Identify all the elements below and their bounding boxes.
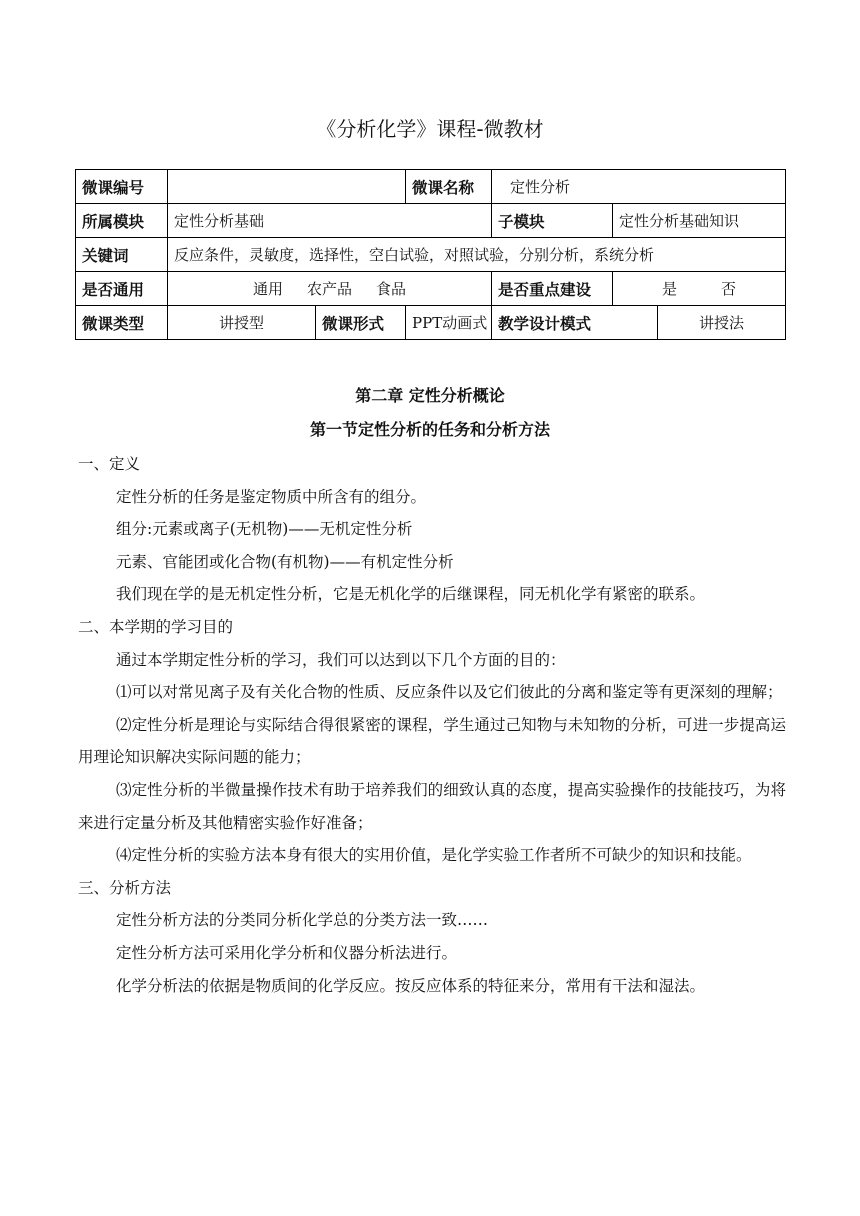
design-mode-label: 教学设计模式 — [492, 306, 658, 340]
option-yes: 是 — [662, 280, 678, 298]
keywords-value: 反应条件，灵敏度，选择性，空白试验，对照试验，分别分析，系统分析 — [168, 238, 786, 272]
chapter-heading: 第二章 定性分析概论 — [355, 386, 505, 405]
paragraph: 定性分析的任务是鉴定物质中所含有的组分。 — [116, 487, 427, 506]
micro-course-info-table — [75, 169, 786, 340]
submodule-label: 子模块 — [492, 204, 613, 238]
code-value — [168, 170, 406, 204]
table-row — [76, 306, 786, 340]
table-row — [76, 170, 786, 204]
heading-definition: 一、定义 — [78, 455, 141, 473]
module-label: 所属模块 — [76, 204, 168, 238]
document-body — [78, 448, 786, 1002]
paragraph: ⑷定性分析的实验方法本身有很大的实用价值，是化学实验工作者所不可缺少的知识和技能。 — [116, 846, 752, 865]
code-label: 微课编号 — [76, 170, 168, 204]
form-value: PPT动画式 — [406, 306, 492, 340]
table-row — [76, 272, 786, 306]
heading-learning-goals: 二、本学期的学习目的 — [78, 617, 234, 636]
table-row — [76, 204, 786, 238]
key-construction-options — [613, 272, 786, 306]
table-row — [76, 238, 786, 272]
submodule-value: 定性分析基础知识 — [613, 204, 786, 238]
section-heading: 第一节定性分析的任务和分析方法 — [309, 420, 550, 439]
paragraph: 定性分析方法的分类同分析化学总的分类方法一致…… — [116, 911, 489, 930]
paragraph: 元素、官能团或化合物(有机物)——有机定性分析 — [116, 552, 454, 571]
module-value: 定性分析基础 — [168, 204, 492, 238]
type-label: 微课类型 — [76, 306, 168, 340]
form-label: 微课形式 — [316, 306, 406, 340]
design-mode-value: 讲授法 — [658, 306, 786, 340]
type-value: 讲授型 — [168, 306, 316, 340]
paragraph: 定性分析方法可采用化学分析和仪器分析法进行。 — [116, 943, 458, 962]
option-no: 否 — [721, 280, 737, 298]
option-food: 食品 — [376, 280, 407, 298]
paragraph: ⑶定性分析的半微量操作技术有助于培养我们的细致认真的态度，提高实验操作的技能技巧，为将来进行定量分析及其他精密实验作好准备； — [78, 780, 786, 832]
paragraph: 组分:元素或离子(无机物)——无机定性分析 — [116, 520, 413, 539]
name-value: 定性分析 — [492, 170, 786, 204]
general-label: 是否通用 — [76, 272, 168, 306]
name-label: 微课名称 — [406, 170, 492, 204]
document-title: 《分析化学》课程-微教材 — [316, 117, 544, 141]
paragraph: 通过本学期定性分析的学习，我们可以达到以下几个方面的目的： — [116, 650, 566, 669]
keywords-label: 关键词 — [76, 238, 168, 272]
option-agricultural: 农产品 — [307, 280, 353, 298]
paragraph: ⑴可以对常见离子及有关化合物的性质、反应条件以及它们彼此的分离和鉴定等有更深刻的理解； — [116, 683, 783, 702]
paragraph: 我们现在学的是无机定性分析，它是无机化学的后继课程，同无机化学有紧密的联系。 — [116, 585, 706, 604]
heading-analysis-methods: 三、分析方法 — [78, 878, 172, 897]
paragraph: 化学分析法的依据是物质间的化学反应。按反应体系的特征来分，常用有干法和湿法。 — [116, 976, 706, 995]
paragraph: ⑵定性分析是理论与实际结合得很紧密的课程，学生通过己知物与未知物的分析，可进一步提高运用理论知识解决实际问题的能力； — [78, 715, 786, 767]
option-general: 通用 — [252, 280, 283, 298]
general-options — [168, 272, 492, 306]
key-construction-label: 是否重点建设 — [492, 272, 613, 306]
